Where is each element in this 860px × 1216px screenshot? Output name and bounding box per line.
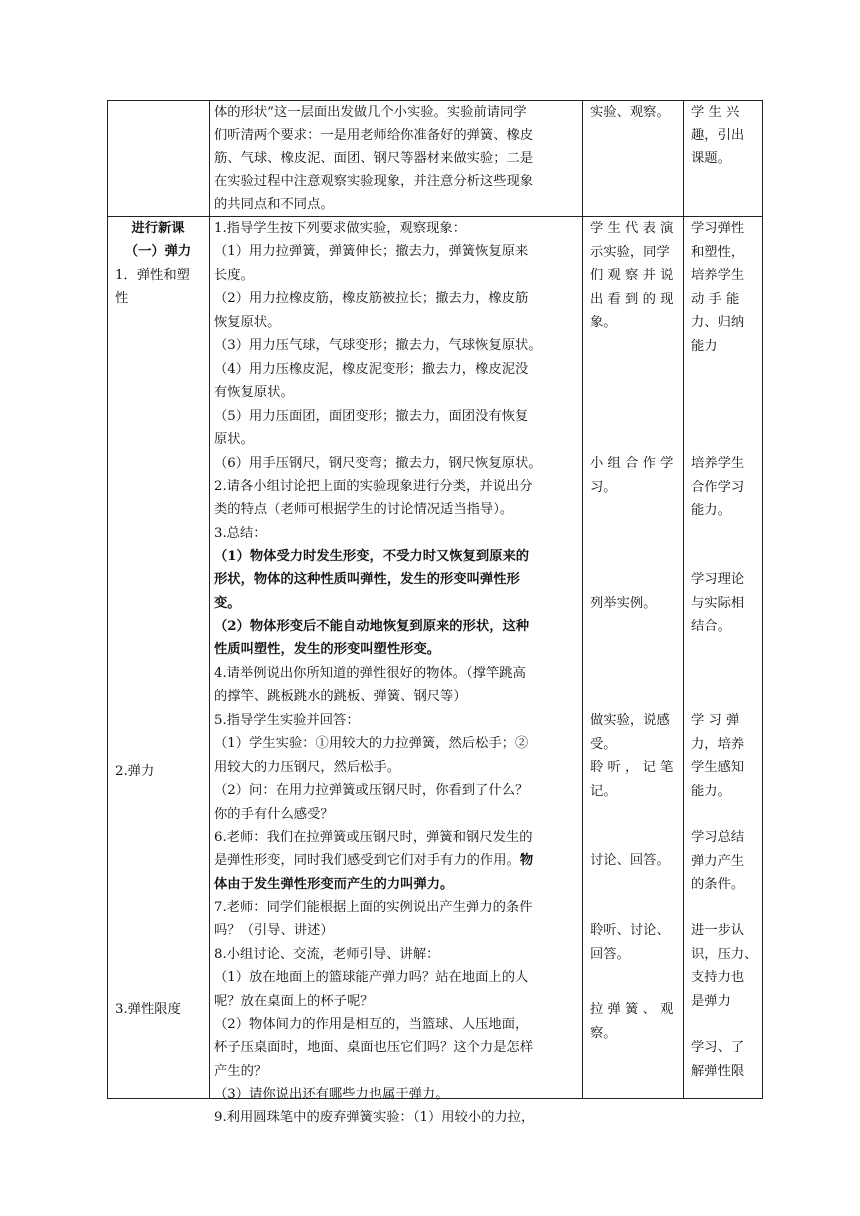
content-line: （2）用力拉橡皮筋，橡皮筋被拉长；撤去力，橡皮筋 — [214, 291, 529, 306]
content-line: （1）放在地面上的篮球能产弹力吗？站在地面上的人 — [214, 970, 529, 985]
student-activity-line: 出 看 到 的 现 — [590, 291, 674, 307]
student-activity-line: 象。 — [590, 315, 617, 330]
design-intent-line: 解弹性限 — [691, 1063, 745, 1079]
content-line: 7.老师：同学们能根据上面的实例说出产生弹力的条件 — [214, 900, 533, 915]
student-activity-line: 回答。 — [590, 946, 630, 962]
design-intent-line: 学习理论 — [691, 572, 745, 587]
content-line: （4）用力压橡皮泥，橡皮泥变形；撤去力，橡皮泥没 — [214, 362, 529, 377]
content-line: （3）用力压气球，气球变形；撤去力，气球恢复原状。 — [214, 338, 542, 353]
student-activity-line: 列举实例。 — [590, 596, 657, 611]
content-line: 长度。 — [214, 268, 254, 283]
content-line: （6）用手压钢尺，钢尺变弯；撤去力，钢尺恢复原状。 — [214, 456, 542, 471]
table-right-border — [762, 100, 763, 1099]
student-activity-line: 们 观 察 并 说 — [590, 268, 674, 283]
section-label-elasticity: 1．弹性和塑 — [115, 268, 190, 283]
design-intent-line: 动 手 能 — [691, 291, 740, 307]
content-line: 你的手有什么感受？ — [214, 807, 334, 822]
design-intent-line: 能力。 — [691, 783, 731, 799]
student-activity-line: 实验、观察。 — [590, 105, 670, 120]
content-line: （2）问：在用力拉弹簧或压钢尺时，你看到了什么？ — [214, 783, 529, 798]
content-line: 8.小组讨论、交流，老师引导、讲解： — [214, 947, 440, 962]
table-left-border — [107, 100, 108, 1099]
student-activity-line: 小 组 合 作 学 — [590, 456, 674, 471]
design-intent-line: 支持力也 — [691, 970, 745, 985]
student-activity-line: 记。 — [590, 783, 617, 799]
section-label-elastic-limit: 3.弹性限度 — [115, 1002, 181, 1017]
content-line: 的撑竿、跳板跳水的跳板、弹簧、钢尺等） — [214, 689, 467, 704]
content-line: 体的形状”这一层面出发做几个小实验。实验前请同学 — [214, 105, 527, 120]
student-activity-line: 拉 弹 簧 、 观 — [590, 1002, 674, 1017]
content-line: （3）请你说出还有哪些力也属于弹力。 — [214, 1087, 449, 1102]
content-line: 用较大的力压钢尺，然后松手。 — [214, 760, 401, 775]
design-intent-line: 培养学生 — [691, 268, 745, 283]
student-activity-line: 做实验，说感 — [590, 713, 670, 728]
student-activity-line: 聆听、讨论、 — [590, 923, 670, 938]
content-line: 吗？（引导、讲述） — [214, 923, 334, 938]
content-line: 体由于发生弹性形变而产生的力叫弹力。 — [214, 877, 454, 892]
content-line: （1）物体受力时发生形变，不受力时又恢复到原来的 — [214, 549, 530, 564]
design-intent-line: 合作学习 — [691, 479, 745, 495]
content-line: （2）物体间力的作用是相互的，当篮球、人压地面， — [214, 1017, 529, 1032]
content-line: 的共同点和不同点。 — [214, 197, 334, 212]
column-divider-2 — [582, 100, 583, 1099]
student-activity-line: 受。 — [590, 736, 617, 752]
design-intent-line: 力，培养 — [691, 736, 745, 752]
content-line: 有恢复原状。 — [214, 385, 294, 400]
student-activity-line: 察。 — [590, 1025, 617, 1041]
content-line: 3.总结： — [214, 526, 267, 541]
content-line: 类的特点（老师可根据学生的讨论情况适当指导）。 — [214, 502, 514, 517]
design-intent-line: 趣，引出 — [691, 128, 745, 143]
content-line: 杯子压桌面时，地面、桌面也压它们吗？这个力是怎样 — [214, 1040, 534, 1055]
design-intent-line: 能力 — [691, 338, 718, 354]
content-line: 形状，物体的这种性质叫弹性，发生的形变叫弹性形 — [214, 572, 520, 587]
content-line: 筋、气球、橡皮泥、面团、钢尺等器材来做实验；二是 — [214, 151, 534, 166]
content-line: 性质叫塑性，发生的形变叫塑性形变。 — [214, 642, 441, 657]
design-intent-line: 和塑性， — [691, 244, 745, 260]
content-line: 2.请各小组讨论把上面的实验现象进行分类，并说出分 — [214, 479, 533, 494]
content-line-part: 是弹性形变，同时我们感受到它们对手有力的作用。 — [214, 853, 520, 868]
content-line: 呢？放在桌面上的杯子呢？ — [214, 994, 374, 1009]
content-line: 1.指导学生按下列要求做实验，观察现象： — [214, 221, 467, 236]
content-line: 恢复原状。 — [214, 315, 281, 330]
content-line: （2）物体形变后不能自动地恢复到原来的形状，这种 — [214, 619, 530, 634]
design-intent-line: 学 生 兴 — [691, 105, 740, 120]
design-intent-line: 结合。 — [691, 619, 731, 634]
content-line: 5.指导学生实验并回答： — [214, 713, 360, 728]
row-divider — [107, 216, 762, 217]
design-intent-line: 与实际相 — [691, 595, 745, 611]
table-top-border — [107, 100, 762, 101]
content-line-bold-part: 物 — [519, 853, 534, 868]
design-intent-line: 进一步认 — [691, 923, 745, 938]
design-intent-line: 学习总结 — [691, 830, 745, 845]
design-intent-line: 课题。 — [691, 151, 731, 166]
design-intent-line: 识，压力、 — [691, 946, 758, 962]
content-line: 在实验过程中注意观察实验现象，并注意分析这些现象 — [214, 174, 534, 189]
design-intent-line: 培养学生 — [691, 456, 745, 471]
section-subtitle: （一）弹力 — [124, 244, 192, 259]
design-intent-line: 学生感知 — [691, 760, 745, 775]
design-intent-line: 是弹力 — [691, 993, 731, 1009]
design-intent-line: 弹力产生 — [691, 853, 745, 869]
design-intent-line: 能力。 — [691, 503, 731, 518]
content-line: 4.请举例说出你所知道的弹性很好的物体。（撑竿跳高 — [214, 666, 526, 681]
design-intent-line: 力、归纳 — [691, 315, 745, 330]
content-line: （1）用力拉弹簧，弹簧伸长；撤去力，弹簧恢复原来 — [214, 244, 529, 259]
content-line: 原状。 — [214, 432, 254, 447]
section-label-elastic-force: 2.弹力 — [115, 764, 155, 779]
student-activity-line: 聆 听 ， 记 笔 — [590, 760, 674, 775]
content-line — [214, 853, 533, 869]
content-line: 6.老师：我们在拉弹簧或压钢尺时，弹簧和钢尺发生的 — [214, 830, 533, 845]
student-activity-line: 讨论、回答。 — [590, 853, 670, 868]
student-activity-line: 示实验，同学 — [590, 244, 670, 260]
column-divider-1 — [209, 100, 210, 1099]
content-line: （5）用力压面团，面团变形；撤去力，面团没有恢复 — [214, 409, 529, 424]
design-intent-line: 的条件。 — [691, 877, 745, 892]
design-intent-line: 学习、了 — [691, 1040, 745, 1055]
design-intent-line: 学 习 弹 — [691, 713, 740, 728]
column-divider-3 — [683, 100, 684, 1099]
content-line: （1）学生实验：①用较大的力拉弹簧，然后松手；② — [214, 736, 529, 751]
content-line: 9.利用圆珠笔中的废弃弹簧实验：（1）用较小的力拉， — [214, 1110, 535, 1125]
student-activity-line: 学 生 代 表 演 — [590, 221, 674, 236]
content-line: 产生的？ — [214, 1064, 268, 1079]
content-line: 们听清两个要求：一是用老师给你准备好的弹簧、橡皮 — [214, 128, 534, 143]
section-title: 进行新课 — [131, 221, 185, 236]
section-label-elasticity-cont: 性 — [115, 291, 129, 306]
content-line: 变。 — [214, 596, 241, 611]
design-intent-line: 学习弹性 — [691, 221, 745, 236]
student-activity-line: 习。 — [590, 479, 617, 495]
